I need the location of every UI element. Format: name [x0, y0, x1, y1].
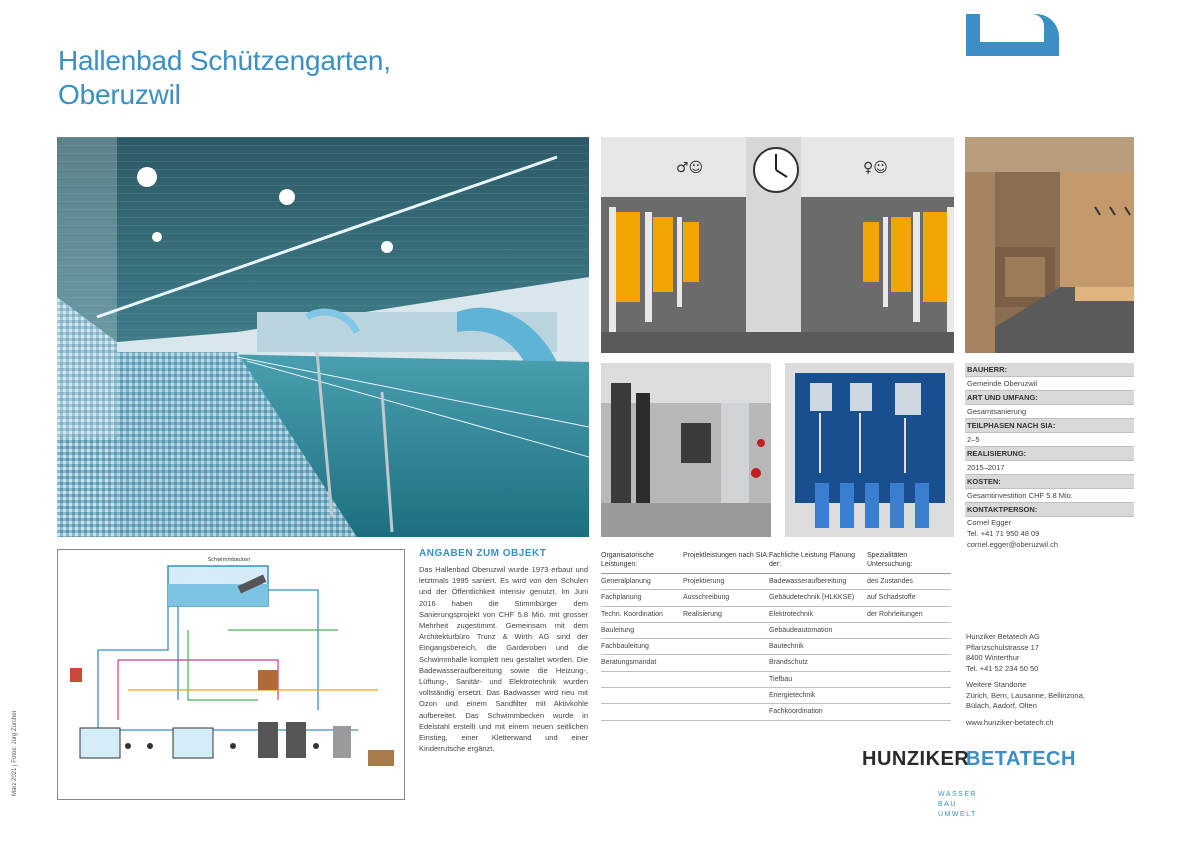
- info-value-client: Gemeinde Oberuzwil: [965, 377, 1134, 391]
- company-logo: [862, 748, 1102, 774]
- control-panel-photo: [785, 363, 954, 537]
- info-label-client: BAUHERR:: [965, 363, 1134, 377]
- project-info-table: [965, 363, 1134, 550]
- company-city: 8400 Winterthur: [966, 653, 1020, 662]
- header-planning: Fachliche Leistung Planung der:: [769, 552, 856, 568]
- header-project: Projektleistungen nach SIA:: [683, 552, 769, 559]
- contact-email[interactable]: cornel.egger@oberuzwil.ch: [967, 540, 1058, 549]
- technical-room-photo: [601, 363, 771, 537]
- logo-mark-icon: [966, 14, 1059, 56]
- changing-room-photo: [601, 137, 954, 353]
- pool-hall-photo: [57, 137, 589, 537]
- title-line-2: Oberuzwil: [58, 79, 181, 110]
- info-value-realisation: 2015–2017: [965, 461, 1134, 475]
- table-row: Fachplanung Ausschreibung Gebäudetechnik (HLKKSE) auf Schadstoffe: [601, 590, 951, 606]
- info-value-costs: Gesamtinvestition CHF 5.8 Mio.: [965, 489, 1134, 503]
- company-name: Hunziker Betatech AG: [966, 632, 1040, 641]
- object-description: Das Hallenbad Oberuzwil wurde 1973 erbaut und letztmals 1995 saniert. Es wird von den Schulen und der Öffentlichkeit intensiv genutzt. Im Juni 2016 haben die Stimmbürger dem Sanierungsprojekt von CHF 5.8 Mio. mit grosser Mehrheit zugestimmt. Gemeinsam mit dem Architekturbüro Trunz & Wirth AG sind der Eingangsbereich, die Garderoben und die Schwimmhalle komplett neu gestaltet worden. Die Badewasseraufbereitung sowie die Heizung-, Lüftung-, Sanitär- und Elektrotechnik wurden vollständig ersetzt. Das Badwasser wird neu mit Ozon und einem Sandfilter mit Aktivkohle aufbereitet. Das Schwimmbecken wurde in Edelstahl erstellt und mit einem neuen seitlichen Einstieg, einer Kletterwand und einer Kinderrutsche ergänzt.: [419, 565, 588, 754]
- logo-text-hunziker: HUNZIKER: [862, 748, 970, 770]
- info-value-phases: 2–5: [965, 433, 1134, 447]
- water-treatment-schematic: [57, 549, 405, 800]
- table-row: Generalplanung Projektierung Badewasseraufbereitung des Zustandes: [601, 574, 951, 590]
- info-label-costs: KOSTEN:: [965, 475, 1134, 489]
- company-street: Pflanzschulstrasse 17: [966, 642, 1039, 652]
- svg-text:♀☺: ♀☺: [863, 160, 888, 176]
- info-label-phases: TEILPHASEN NACH SIA:: [965, 419, 1134, 433]
- table-row: Fachbauleitung Bautechnik: [601, 639, 951, 655]
- services-table-header: [601, 551, 951, 574]
- table-row: Energietechnik: [601, 688, 951, 704]
- table-row: Beratungsmandat Brandschutz: [601, 655, 951, 671]
- table-row: Tiefbau: [601, 672, 951, 688]
- header-organisational: Organisatorische Leistungen:: [601, 552, 654, 568]
- company-address: [966, 632, 1136, 728]
- company-website-link[interactable]: www.hunziker-betatech.ch: [966, 717, 1054, 727]
- table-row: Fachkoordination: [601, 704, 951, 720]
- info-value-scope: Gesamtsanierung: [965, 405, 1134, 419]
- info-label-realisation: REALISIERUNG:: [965, 447, 1134, 461]
- other-locations-2: Bülach, Aadorf, Olten: [966, 701, 1037, 710]
- info-label-contact: KONTAKTPERSON:: [965, 503, 1134, 517]
- wooden-benches-photo: [965, 137, 1134, 353]
- title-line-1: Hallenbad Schützengarten,: [58, 45, 391, 76]
- contact-name: Cornel Egger: [967, 518, 1012, 527]
- photo-credit: März 2021 | Fotos: Jürg Zürcher: [12, 710, 18, 796]
- company-phone: Tel. +41 52 234 50 50: [966, 663, 1039, 673]
- svg-text:♂☺: ♂☺: [676, 160, 704, 176]
- header-special: Spezialitäten Untersuchung:: [867, 552, 913, 568]
- contact-person: [965, 517, 1134, 550]
- other-locations-title: Weitere Standorte: [966, 680, 1027, 689]
- schematic-label: Schwimmbecken: [208, 557, 251, 563]
- page-title: [58, 44, 391, 112]
- table-row: Techn. Koordination Realisierung Elektrotechnik der Rohrleitungen: [601, 607, 951, 623]
- services-table: [601, 551, 951, 721]
- logo-text-betatech: BETATECH: [966, 748, 1076, 770]
- other-locations-1: Zürich, Bern, Lausanne, Bellinzona,: [966, 690, 1085, 700]
- company-tagline: WASSER BAU UMWELT: [938, 791, 978, 818]
- info-label-scope: ART UND UMFANG:: [965, 391, 1134, 405]
- table-row: Bauleitung Gebäudeautomation: [601, 623, 951, 639]
- object-heading: ANGABEN ZUM OBJEKT: [419, 548, 547, 559]
- contact-phone: Tel. +41 71 950 48 09: [967, 529, 1040, 538]
